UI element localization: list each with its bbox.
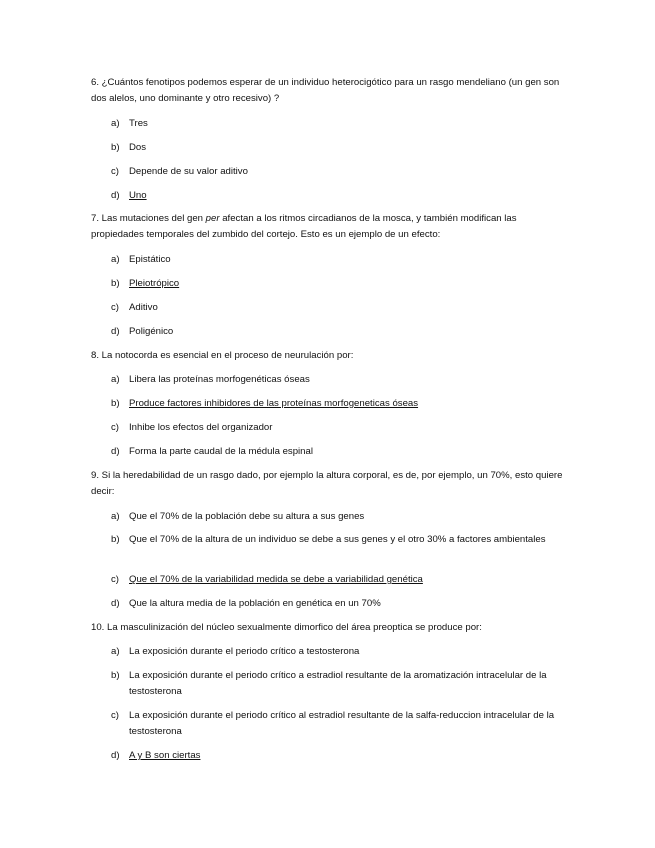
option-text: Que el 70% de la población debe su altura a sus genes [129,511,365,522]
option-text-correct: Produce factores inhibidores de las proteínas morfogeneticas óseas [129,398,419,409]
option-text: Que el 70% de la altura de un individuo se debe a sus genes y el otro 30% a factores ambientales [129,534,546,545]
option-letter: d) [111,190,120,201]
option-text: La exposición durante el periodo crítico al estradiol resultante de la salfa-reduccion intracelular de la testosterona [129,710,555,737]
option-letter: b) [111,670,120,681]
option-text: Poligénico [129,326,174,337]
question-7-text-after: afectan a los ritmos circadianos de la mosca, y también modifican las propiedades temporales del zumbido del cortejo. Esto es un ejemplo de un efecto: [91,213,517,240]
option-letter: c) [111,710,119,721]
option-text: La exposición durante el periodo crítico a estradiol resultante de la aromatización intracelular de la testosterona [129,670,547,697]
gene-name: per [205,213,220,224]
option-letter: d) [111,598,120,609]
option-text-correct: Pleiotrópico [129,278,180,289]
option-text: Tres [129,118,148,129]
option-text: Que la altura media de la población en genética en un 70% [129,598,381,609]
option-text: Aditivo [129,302,158,313]
option-letter: c) [111,302,119,313]
option-text-correct: Uno [129,190,147,201]
question-7-text-before: 7. Las mutaciones del gen [91,213,206,224]
question-8-text: 8. La notocorda es esencial en el proceso de neurulación por: [91,350,354,361]
option-text: La exposición durante el periodo crítico a testosterona [129,646,360,657]
option-letter: a) [111,511,120,522]
option-text-correct: A y B son ciertas [129,750,201,761]
option-letter: b) [111,398,120,409]
option-text: Depende de su valor aditivo [129,166,248,177]
option-letter: b) [111,278,120,289]
option-letter: a) [111,254,120,265]
option-text: Libera las proteínas morfogenéticas óseas [129,374,310,385]
option-letter: a) [111,646,120,657]
option-letter: c) [111,166,119,177]
option-letter: d) [111,446,120,457]
option-letter: b) [111,534,120,545]
option-letter: b) [111,142,120,153]
option-letter: d) [111,326,120,337]
option-letter: d) [111,750,120,761]
option-text: Forma la parte caudal de la médula espinal [129,446,313,457]
option-text-correct: Que el 70% de la variabilidad medida se debe a variabilidad genética [129,574,423,585]
option-letter: a) [111,118,120,129]
option-text: Dos [129,142,147,153]
question-6-text: 6. ¿Cuántos fenotipos podemos esperar de un individuo heterocigótico para un rasgo mendeliano (un gen son dos alelos, uno dominante y otro recesivo) ? [91,77,560,104]
option-text: Inhibe los efectos del organizador [129,422,273,433]
option-letter: c) [111,574,119,585]
question-7-text [91,211,571,243]
option-letter: c) [111,422,119,433]
question-10-text: 10. La masculinización del núcleo sexualmente dimorfico del área preoptica se produce por: [91,622,482,633]
option-text: Epistático [129,254,171,265]
question-9-text: 9. Si la heredabilidad de un rasgo dado, por ejemplo la altura corporal, es de, por ejemplo, un 70%, esto quiere decir: [91,470,563,497]
option-letter: a) [111,374,120,385]
